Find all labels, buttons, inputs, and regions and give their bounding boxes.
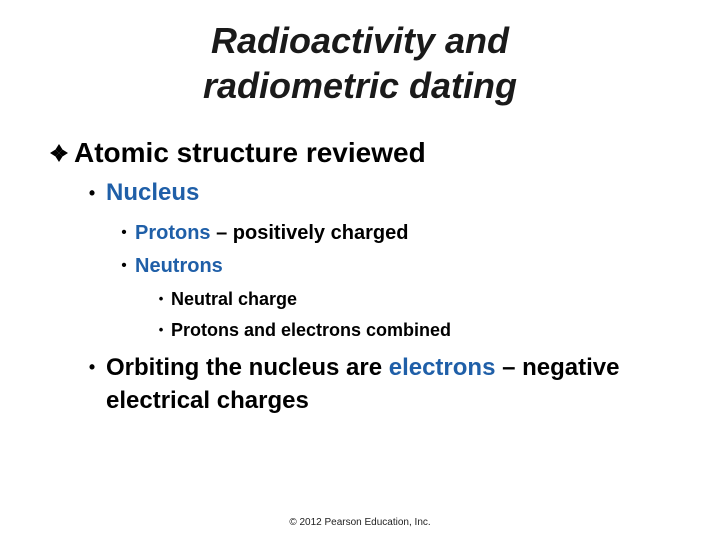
heading-text: Atomic structure reviewed bbox=[74, 137, 426, 168]
copyright-footer: © 2012 Pearson Education, Inc. bbox=[289, 517, 431, 528]
bullet-protons-electrons-combined bbox=[153, 318, 451, 342]
bullet-marker: • bbox=[121, 257, 127, 274]
bullet-marker: • bbox=[88, 357, 96, 377]
bullet-neutrons bbox=[115, 253, 223, 279]
combined-text: Protons and electrons combined bbox=[171, 320, 452, 340]
bullet-orbiting-electrons bbox=[82, 351, 622, 417]
neutrons-term: Neutrons bbox=[135, 255, 223, 277]
title-line-1: Radioactivity and bbox=[210, 20, 510, 61]
bullet-nucleus bbox=[82, 177, 199, 209]
protons-description: – positively charged bbox=[210, 222, 409, 244]
slide-title bbox=[120, 18, 600, 108]
heading-atomic-structure bbox=[48, 136, 426, 170]
orbiting-text-before: Orbiting the nucleus are bbox=[106, 354, 389, 381]
neutral-charge-text: Neutral charge bbox=[171, 289, 298, 309]
orbiting-text bbox=[82, 351, 622, 417]
bullet-marker: • bbox=[88, 183, 96, 203]
bullet-protons bbox=[115, 220, 408, 246]
electrons-term: electrons bbox=[388, 354, 496, 381]
orbiting-text-after: – negative electrical charges bbox=[106, 354, 620, 414]
diamond-bullet-icon bbox=[48, 142, 70, 164]
bullet-neutral-charge bbox=[153, 287, 297, 311]
bullet-marker: • bbox=[158, 291, 164, 306]
title-line-2: radiometric dating bbox=[202, 65, 518, 106]
nucleus-term: Nucleus bbox=[106, 179, 200, 206]
bullet-marker: • bbox=[158, 322, 164, 337]
protons-term: Protons bbox=[135, 222, 211, 244]
bullet-marker: • bbox=[121, 224, 127, 241]
